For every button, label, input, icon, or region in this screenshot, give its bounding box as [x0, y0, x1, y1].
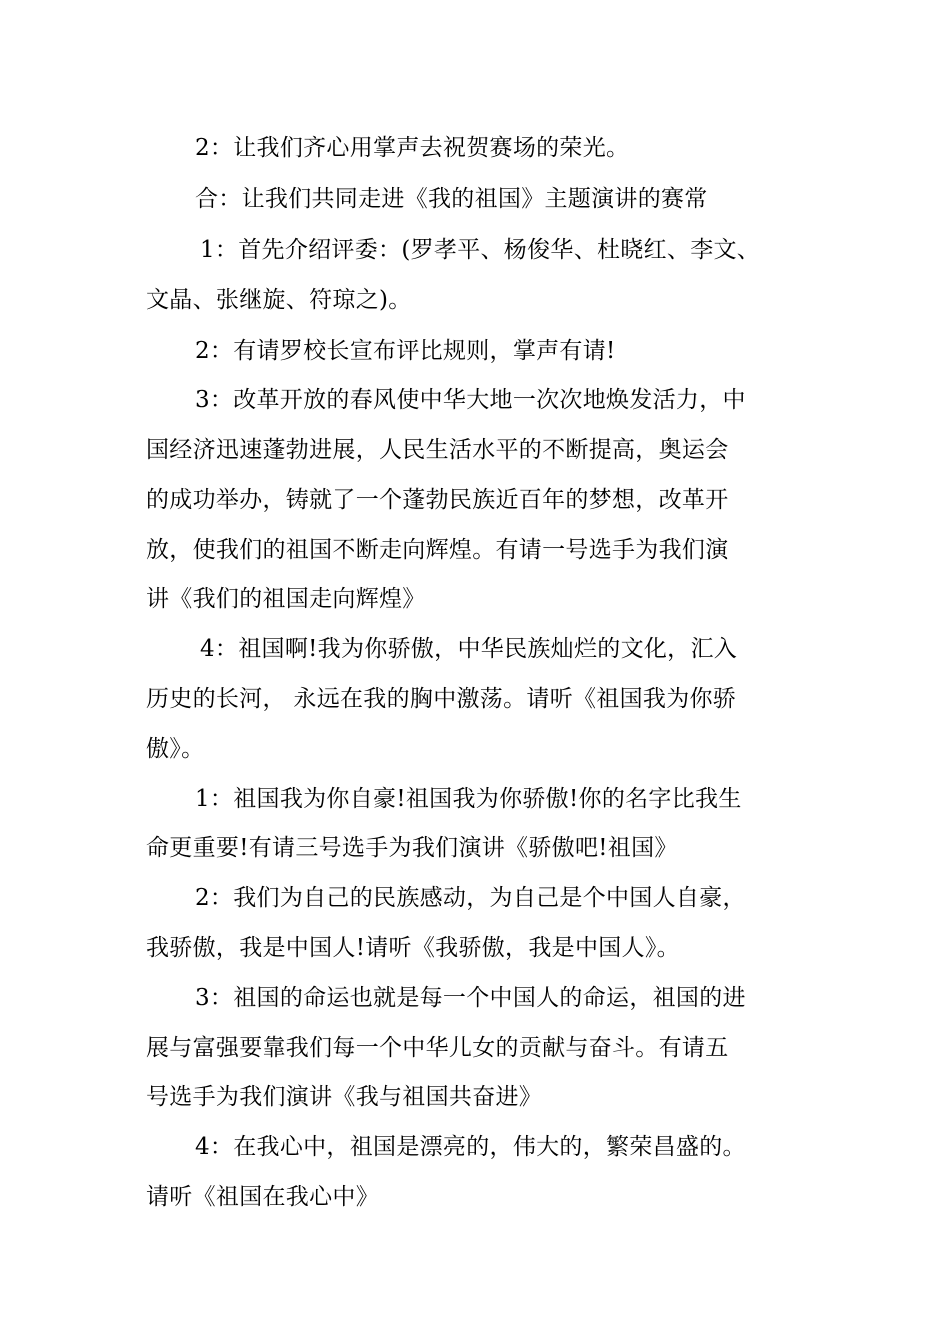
- text-line-8: 的成功举办，铸就了一个蓬勃民族近百年的梦想，改革开: [146, 487, 729, 513]
- text-line-15: 命更重要!有请三号选手为我们演讲《骄傲吧!祖国》: [146, 835, 678, 861]
- text-line-13: 傲》。: [146, 736, 205, 762]
- text-line-4: 文晶、张继旋、符琼之)。: [146, 287, 412, 313]
- text-line-11: 4：祖国啊!我为你骄傲，中华民族灿烂的文化，汇入: [200, 636, 738, 662]
- text-line-16: 2：我们为自己的民族感动，为自己是个中国人自豪，: [195, 885, 746, 911]
- text-line-1: 2：让我们齐心用掌声去祝贺赛场的荣光。: [195, 135, 630, 161]
- text-line-3: 1：首先介绍评委：(罗孝平、杨俊华、杜晓红、李文、: [200, 237, 761, 263]
- text-line-22: 请听《祖国在我心中》: [146, 1184, 379, 1210]
- text-line-6: 3：改革开放的春风使中华大地一次次地焕发活力，中: [195, 387, 746, 413]
- text-line-17: 我骄傲，我是中国人!请听《我骄傲，我是中国人》。: [146, 935, 680, 961]
- text-line-9: 放，使我们的祖国不断走向辉煌。有请一号选手为我们演: [146, 537, 729, 563]
- text-line-20: 号选手为我们演讲《我与祖国共奋进》: [146, 1084, 543, 1110]
- text-line-7: 国经济迅速蓬勃进展，人民生活水平的不断提高，奥运会: [146, 437, 729, 463]
- text-line-21: 4：在我心中，祖国是漂亮的，伟大的，繁荣昌盛的。: [195, 1134, 746, 1160]
- text-line-12: 历史的长河， 永远在我的胸中激荡。请听《祖国我为你骄: [146, 686, 737, 712]
- text-line-10: 讲《我们的祖国走向辉煌》: [146, 586, 426, 612]
- text-line-5: 2：有请罗校长宣布评比规则，掌声有请!: [195, 338, 616, 364]
- text-line-19: 展与富强要靠我们每一个中华儿女的贡献与奋斗。有请五: [146, 1035, 729, 1061]
- text-line-18: 3：祖国的命运也就是每一个中国人的命运，祖国的进: [195, 985, 746, 1011]
- text-line-14: 1：祖国我为你自豪!祖国我为你骄傲!你的名字比我生: [195, 786, 742, 812]
- text-line-2: 合：让我们共同走进《我的祖国》主题演讲的赛常: [195, 186, 708, 212]
